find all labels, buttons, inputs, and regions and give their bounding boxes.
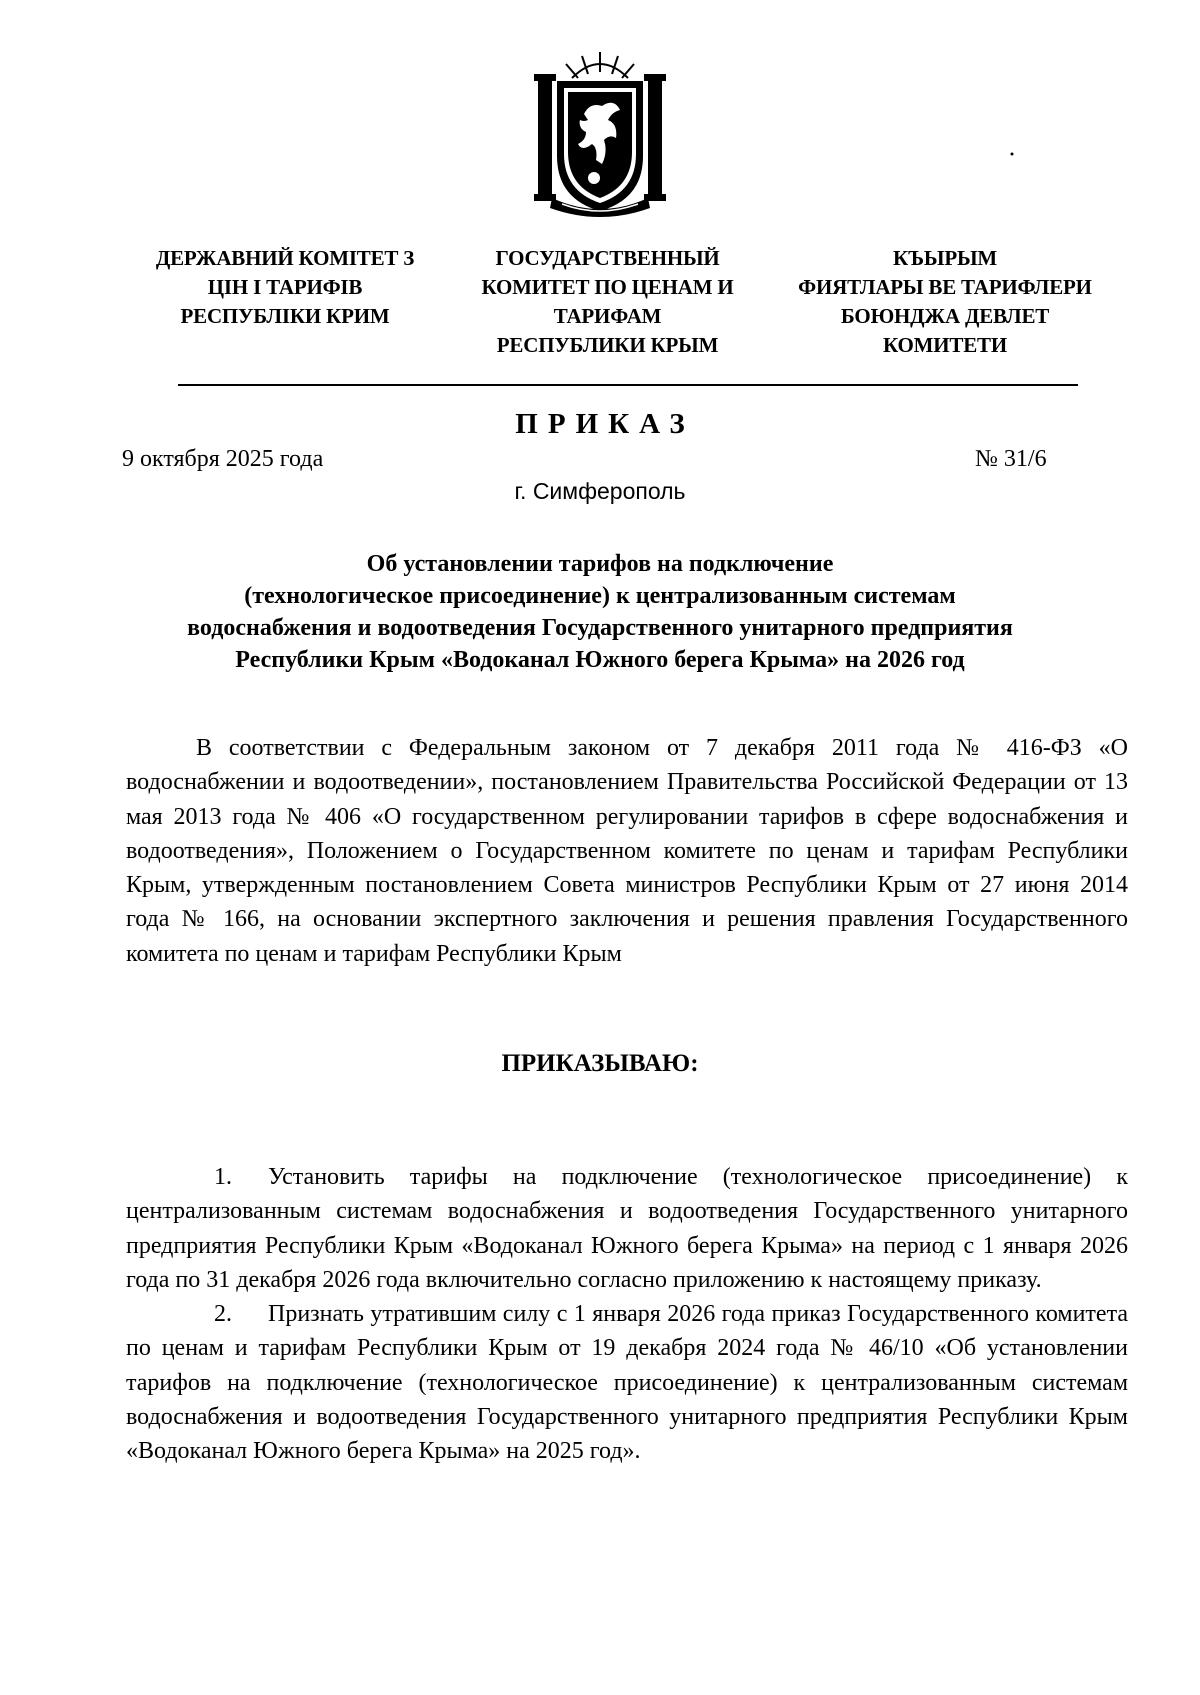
sun-rays-icon — [566, 52, 634, 78]
order-item — [126, 1160, 1128, 1297]
order-item-text: Установить тарифы на подключение (технологическое присоединение) к централизованным системам водоснабжения и водоотведения Государственного унитарного предприятия Республики Крым «Водоканал Южного берега Крыма» на период с 1 января 2026 года по 31 декабря 2026 года включительно согласно приложению к настоящему приказу. — [126, 1164, 1128, 1293]
left-column-icon — [538, 78, 552, 196]
header-crimean-tatar: КЪЫРЫМ ФИЯТЛАРЫ ВЕ ТАРИФЛЕРИ БОЮНДЖА ДЕВЛЕТ КОМИТЕТИ — [798, 246, 1092, 357]
header-ukrainian: ДЕРЖАВНИЙ КОМІТЕТ З ЦІН І ТАРИФІВ РЕСПУБЛІКИ КРИМ — [155, 246, 415, 328]
order-item — [126, 1297, 1128, 1468]
order-item-number: 1. — [214, 1164, 232, 1190]
header-russian: ГОСУДАРСТВЕННЫЙ КОМИТЕТ ПО ЦЕНАМ И ТАРИФАМ РЕСПУБЛИКИ КРЫМ — [481, 246, 734, 357]
document-city: г. Симферополь — [514, 478, 686, 504]
document-subject: Об установлении тарифов на подключение (технологическое присоединение) к централизованным системам водоснабжения и водоотведения Государственного унитарного предприятия Республики Крым «Водоканал Южного берега Крыма» на 2026 год — [187, 551, 1013, 673]
order-word-heading: ПРИКАЗЫВАЮ: — [501, 1050, 699, 1077]
document-type-title: ПРИКАЗ — [515, 408, 695, 440]
preamble-paragraph: В соответствии с Федеральным законом от 7 декабря 2011 года № 416-ФЗ «О водоснабжении и водоотведении», постановлением Правительства Российской Федерации от 13 мая 2013 года № 406 «О государственном регулировании тарифов в сфере водоснабжения и водоотведения», Положением о Государственном комитете по ценам и тарифам Республики Крым, утвержденным постановлением Совета министров Республики Крым от 27 июня 2014 года № 166, на основании экспертного заключения и решения правления Государственного комитета по ценам и тарифам Республики Крым — [126, 735, 1128, 967]
order-item-number: 2. — [214, 1301, 232, 1328]
order-items-list — [126, 1160, 1128, 1469]
header-divider — [178, 384, 1078, 386]
order-item-text: Признать утратившим силу с 1 января 2026 года приказ Государственного комитета по ценам и тарифам Республики Крым от 19 декабря 2024 года № 46/10 «Об установлении тарифов на подключение (технологическое присоединение) к централизованным системам водоснабжения и водоотведения Государственного унитарного предприятия Республики Крым «Водоканал Южного берега Крыма» на 2025 год». — [126, 1301, 1128, 1465]
right-column-icon — [648, 78, 662, 196]
coat-of-arms-emblem — [532, 48, 668, 218]
document-number: № 31/6 — [975, 446, 1047, 472]
document-date: 9 октября 2025 года — [122, 446, 324, 472]
scan-speck — [1010, 152, 1014, 156]
